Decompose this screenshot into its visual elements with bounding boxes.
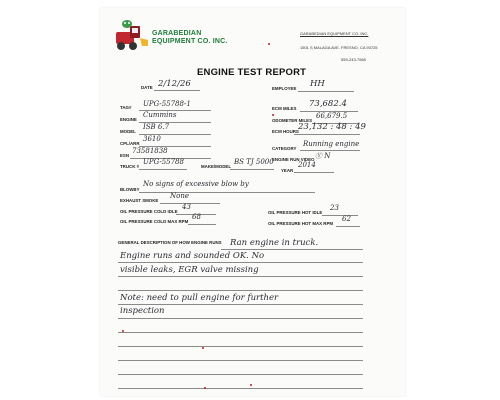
oil-hot-idle-value: 23 bbox=[330, 204, 339, 212]
exhaust-smoke-label: EXHAUST SMOKE bbox=[120, 198, 159, 203]
ecm-hours-label: ECM HOURS bbox=[272, 129, 299, 134]
description-line-2: Engine runs and sounded OK. No bbox=[120, 251, 265, 261]
category-value: Running engine bbox=[303, 140, 360, 148]
engine-run-video-label: ENGINE RUN VIDEO bbox=[272, 157, 315, 162]
ink-speck bbox=[202, 347, 204, 349]
oil-hot-max-rpm-label: OIL PRESSURE HOT MAX RPM bbox=[268, 221, 334, 226]
description-line-6: inspection bbox=[120, 306, 165, 316]
ecm-hours-value: 23,132 : 48 : 49 bbox=[298, 122, 366, 132]
ink-speck bbox=[122, 330, 124, 332]
date-value: 2/12/26 bbox=[158, 79, 191, 89]
oil-hot-idle-label: OIL PRESSURE HOT IDLE bbox=[268, 210, 323, 215]
report-title: ENGINE TEST REPORT bbox=[197, 67, 307, 78]
ink-speck bbox=[250, 384, 252, 386]
engine-run-video-value: Ⓨ N bbox=[315, 152, 331, 160]
ink-speck bbox=[272, 114, 274, 116]
description-label: GENERAL DESCRIPTION OF HOW ENGINE RUNS bbox=[118, 240, 222, 245]
oil-cold-idle-value: 43 bbox=[182, 203, 191, 211]
model-value: ISB 6.7 bbox=[143, 123, 170, 131]
ink-speck bbox=[204, 387, 206, 389]
ecm-miles-label: ECM MILES bbox=[272, 106, 297, 111]
garabedian-loader-logo-icon bbox=[112, 18, 152, 52]
company-name-line1: GARABEDIAN bbox=[152, 30, 202, 37]
address-company: GARABEDIAN EQUIPMENT CO. INC. bbox=[300, 31, 369, 36]
date-label: DATE bbox=[141, 85, 153, 90]
year-label: YEAR bbox=[281, 168, 294, 173]
exhaust-smoke-value: None bbox=[170, 192, 189, 200]
year-value: 2014 bbox=[298, 161, 316, 169]
oil-cold-max-rpm-value: 68 bbox=[192, 213, 201, 221]
engine-label: ENGINE bbox=[120, 117, 137, 122]
tag-value: UPG-55788-1 bbox=[143, 100, 191, 108]
esn-value: 73581838 bbox=[132, 147, 168, 155]
truck-label: TRUCK # bbox=[120, 164, 140, 169]
make-model-value: BS TJ 5000 bbox=[234, 158, 274, 166]
truck-value: UPG-55788 bbox=[143, 158, 184, 166]
odometer-miles-value: 66,679.5 bbox=[316, 112, 348, 120]
make-model-label: MAKE/MODEL bbox=[201, 164, 232, 169]
oil-cold-max-rpm-label: OIL PRESSURE COLD MAX RPM bbox=[120, 219, 189, 224]
description-line-5: Note: need to pull engine for further bbox=[120, 293, 279, 303]
employee-value: HH bbox=[310, 79, 325, 89]
address-street: 1501 S MALAGA AVE. FRESNO, CA 93725 bbox=[300, 45, 378, 50]
oil-cold-idle-label: OIL PRESSURE COLD IDLE bbox=[120, 209, 178, 214]
blowby-label: BLOWBY bbox=[120, 187, 140, 192]
tag-label: TAG# bbox=[120, 105, 132, 110]
blowby-value: No signs of excessive blow by bbox=[143, 180, 249, 188]
cpl-arr-value: 3610 bbox=[143, 135, 161, 143]
category-label: CATEGORY bbox=[272, 146, 297, 151]
address-phone: 559-243-7565 bbox=[341, 57, 366, 62]
employee-label: EMPLOYEE bbox=[272, 86, 297, 91]
cpl-arr-label: CPL/ARR bbox=[120, 141, 140, 146]
model-label: MODEL bbox=[120, 129, 136, 134]
description-line-3: visible leaks, EGR valve missing bbox=[120, 265, 259, 275]
company-name-line2: EQUIPMENT CO. INC. bbox=[152, 38, 228, 45]
oil-hot-max-rpm-value: 62 bbox=[342, 215, 351, 223]
engine-value: Cummins bbox=[143, 111, 177, 119]
esn-label: ESN bbox=[120, 153, 130, 158]
ink-speck bbox=[268, 43, 270, 45]
odometer-miles-label: ODOMETER MILES bbox=[272, 118, 313, 123]
description-line-1: Ran engine in truck. bbox=[230, 238, 319, 248]
ecm-miles-value: 73,682.4 bbox=[309, 99, 347, 109]
